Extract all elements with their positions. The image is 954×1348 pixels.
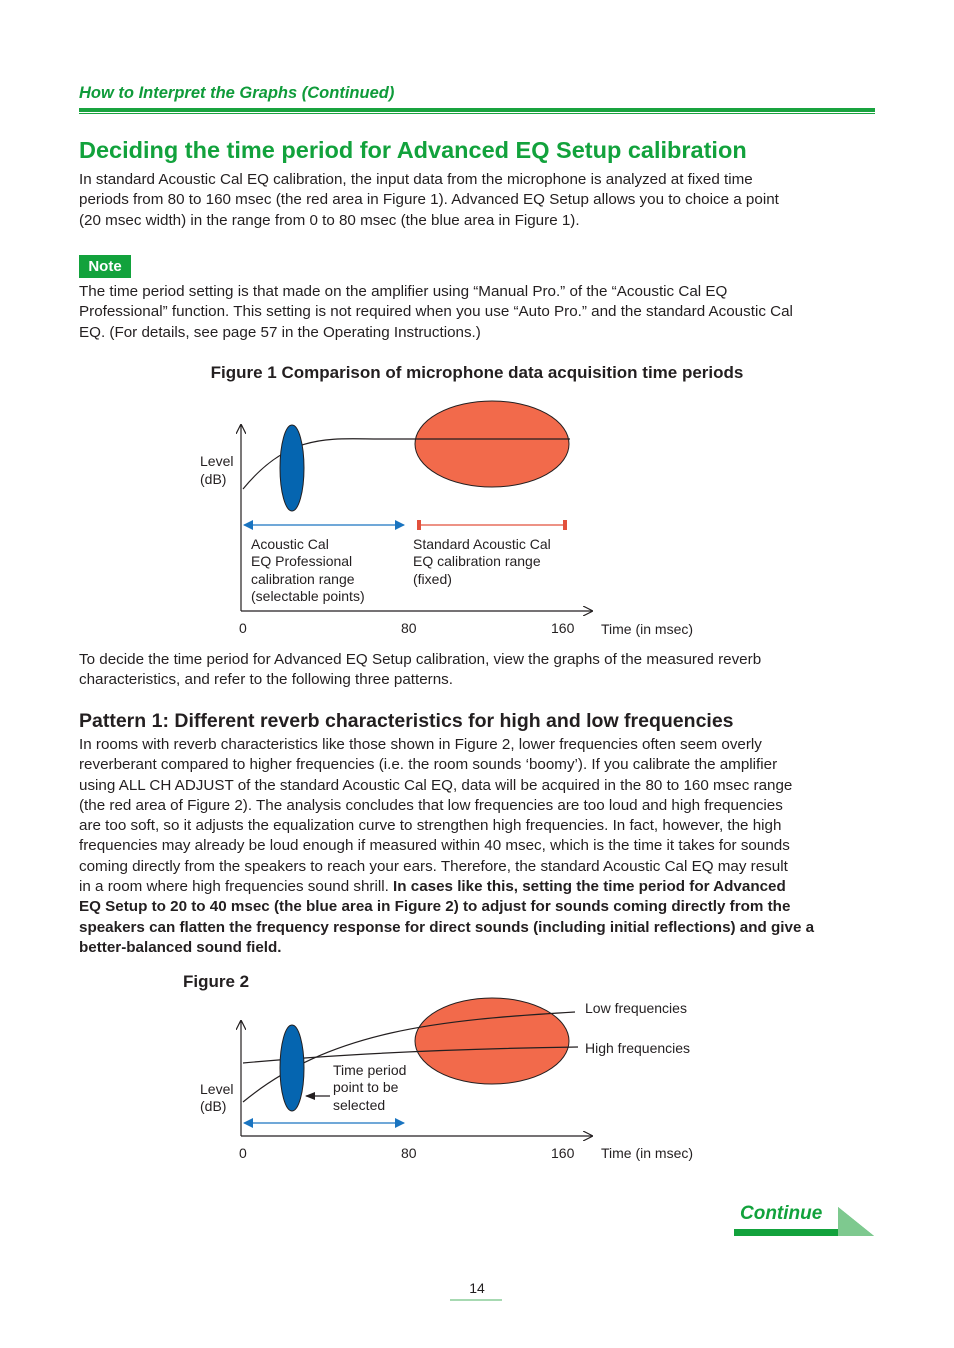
fig1-blue-range-label: Acoustic Cal EQ Professional calibration range (selectable points) bbox=[251, 536, 365, 604]
pattern1-bold-line: EQ Setup to 20 to 40 msec (the blue area in Figure 2) to adjust for sounds coming directly from the bbox=[79, 898, 791, 916]
pattern1-line: coming directly from the speakers to reach your ears. Therefore, the standard Acoustic Cal EQ may result bbox=[79, 857, 788, 875]
after-fig1-line: characteristics, and refer to the following three patterns. bbox=[79, 671, 453, 689]
page-title: Deciding the time period for Advanced EQ Setup calibration bbox=[79, 137, 747, 163]
fig1-red-range-label: Standard Acoustic Cal EQ calibration range (fixed) bbox=[413, 536, 551, 587]
fig1-red-range-cap-left bbox=[417, 520, 421, 530]
figure1-title: Figure 1 Comparison of microphone data acquisition time periods bbox=[210, 363, 744, 382]
fig2-tick-160: 160 bbox=[551, 1145, 575, 1161]
pattern1-line: (the red area of Figure 2). The analysis concludes that low frequencies are too loud and high frequencies bbox=[79, 796, 783, 814]
pattern1-line: In rooms with reverb characteristics like those shown in Figure 2, lower frequencies often seem overly bbox=[79, 736, 762, 753]
fig2-tick-80: 80 bbox=[401, 1145, 417, 1161]
pattern1-line: are too soft, so it adjusts the equalization curve to strengthen high frequencies. In fact, however, the high bbox=[79, 817, 782, 835]
continue-arrow-highlight bbox=[838, 1207, 874, 1236]
figure2-label: Figure 2 bbox=[183, 972, 250, 991]
after-figure1-paragraph bbox=[79, 650, 879, 691]
fig2-x-label: Time (in msec) bbox=[601, 1145, 694, 1161]
continue-label: Continue bbox=[740, 1203, 823, 1224]
pattern1-paragraph bbox=[79, 735, 889, 958]
pattern1-line-mixed bbox=[79, 877, 889, 897]
page-number: 14 bbox=[469, 1280, 485, 1296]
fig1-y-label: Level bbox=[200, 453, 234, 469]
note-line: The time period setting is that made on the amplifier using “Manual Pro.” of the “Acoustic Cal EQ bbox=[79, 283, 728, 300]
intro-line: periods from 80 to 160 msec (the red area in Figure 1). Advanced EQ Setup allows you to choice a point bbox=[79, 191, 779, 209]
pattern1-bold-text: In cases like this, setting the time period for Advanced bbox=[393, 878, 786, 896]
fig2-red-area bbox=[415, 998, 569, 1084]
pattern1-line: using ALL CH ADJUST of the standard Acoustic Cal EQ, data will be acquired in the 80 to 160 msec range bbox=[79, 776, 793, 794]
fig1-tick-0: 0 bbox=[239, 620, 247, 636]
fig1-x-label: Time (in msec) bbox=[601, 621, 694, 637]
fig2-point-label: Time period point to be selected bbox=[333, 1062, 407, 1113]
fig2-high-frequency-label: High frequencies bbox=[585, 1040, 691, 1056]
intro-line: In standard Acoustic Cal EQ calibration, the input data from the microphone is analyzed at fixed time bbox=[79, 171, 753, 188]
pattern1-line: reverberant compared to higher frequencies (i.e. the room sounds ‘boomy’). If you calibrate the amplifier bbox=[79, 756, 778, 774]
note-badge: Note bbox=[79, 255, 131, 278]
pattern1-bold-line: better-balanced sound field. bbox=[79, 938, 282, 956]
fig1-blue-area bbox=[280, 425, 304, 511]
fig1-tick-160: 160 bbox=[551, 620, 575, 636]
pattern1-bold-line: speakers can flatten the frequency response for direct sounds (including initial reflections) and give a bbox=[79, 918, 815, 936]
section-header: How to Interpret the Graphs (Continued) bbox=[79, 84, 395, 102]
pattern1-line: frequencies may already be loud enough if measured within 40 msec, which is the time it takes for sounds bbox=[79, 837, 790, 855]
pattern1-plain-text: in a room where high frequencies sound shrill. bbox=[79, 878, 394, 896]
pattern1-title: Pattern 1: Different reverb characteristics for high and low frequencies bbox=[79, 710, 734, 732]
fig2-tick-0: 0 bbox=[239, 1145, 247, 1161]
intro-line: (20 msec width) in the range from 0 to 80 msec (the blue area in Figure 1). bbox=[79, 211, 580, 229]
fig1-tick-80: 80 bbox=[401, 620, 417, 636]
fig1-red-range-cap-right bbox=[563, 520, 567, 530]
fig1-y-label-unit: (dB) bbox=[200, 471, 227, 487]
fig1-red-area bbox=[415, 401, 569, 487]
fig2-blue-area bbox=[280, 1025, 304, 1111]
fig2-low-frequency-label: Low frequencies bbox=[585, 1000, 687, 1016]
note-line: EQ. (For details, see page 57 in the Operating Instructions.) bbox=[79, 323, 481, 341]
after-fig1-line: To decide the time period for Advanced EQ Setup calibration, view the graphs of the measured reverb bbox=[79, 651, 762, 668]
note-line: Professional” function. This setting is not required when you use “Auto Pro.” and the standard Acoustic Cal bbox=[79, 303, 793, 321]
page-number-rule bbox=[450, 1299, 502, 1301]
fig2-y-label: Level bbox=[200, 1081, 234, 1097]
fig2-y-label-unit: (dB) bbox=[200, 1098, 227, 1114]
